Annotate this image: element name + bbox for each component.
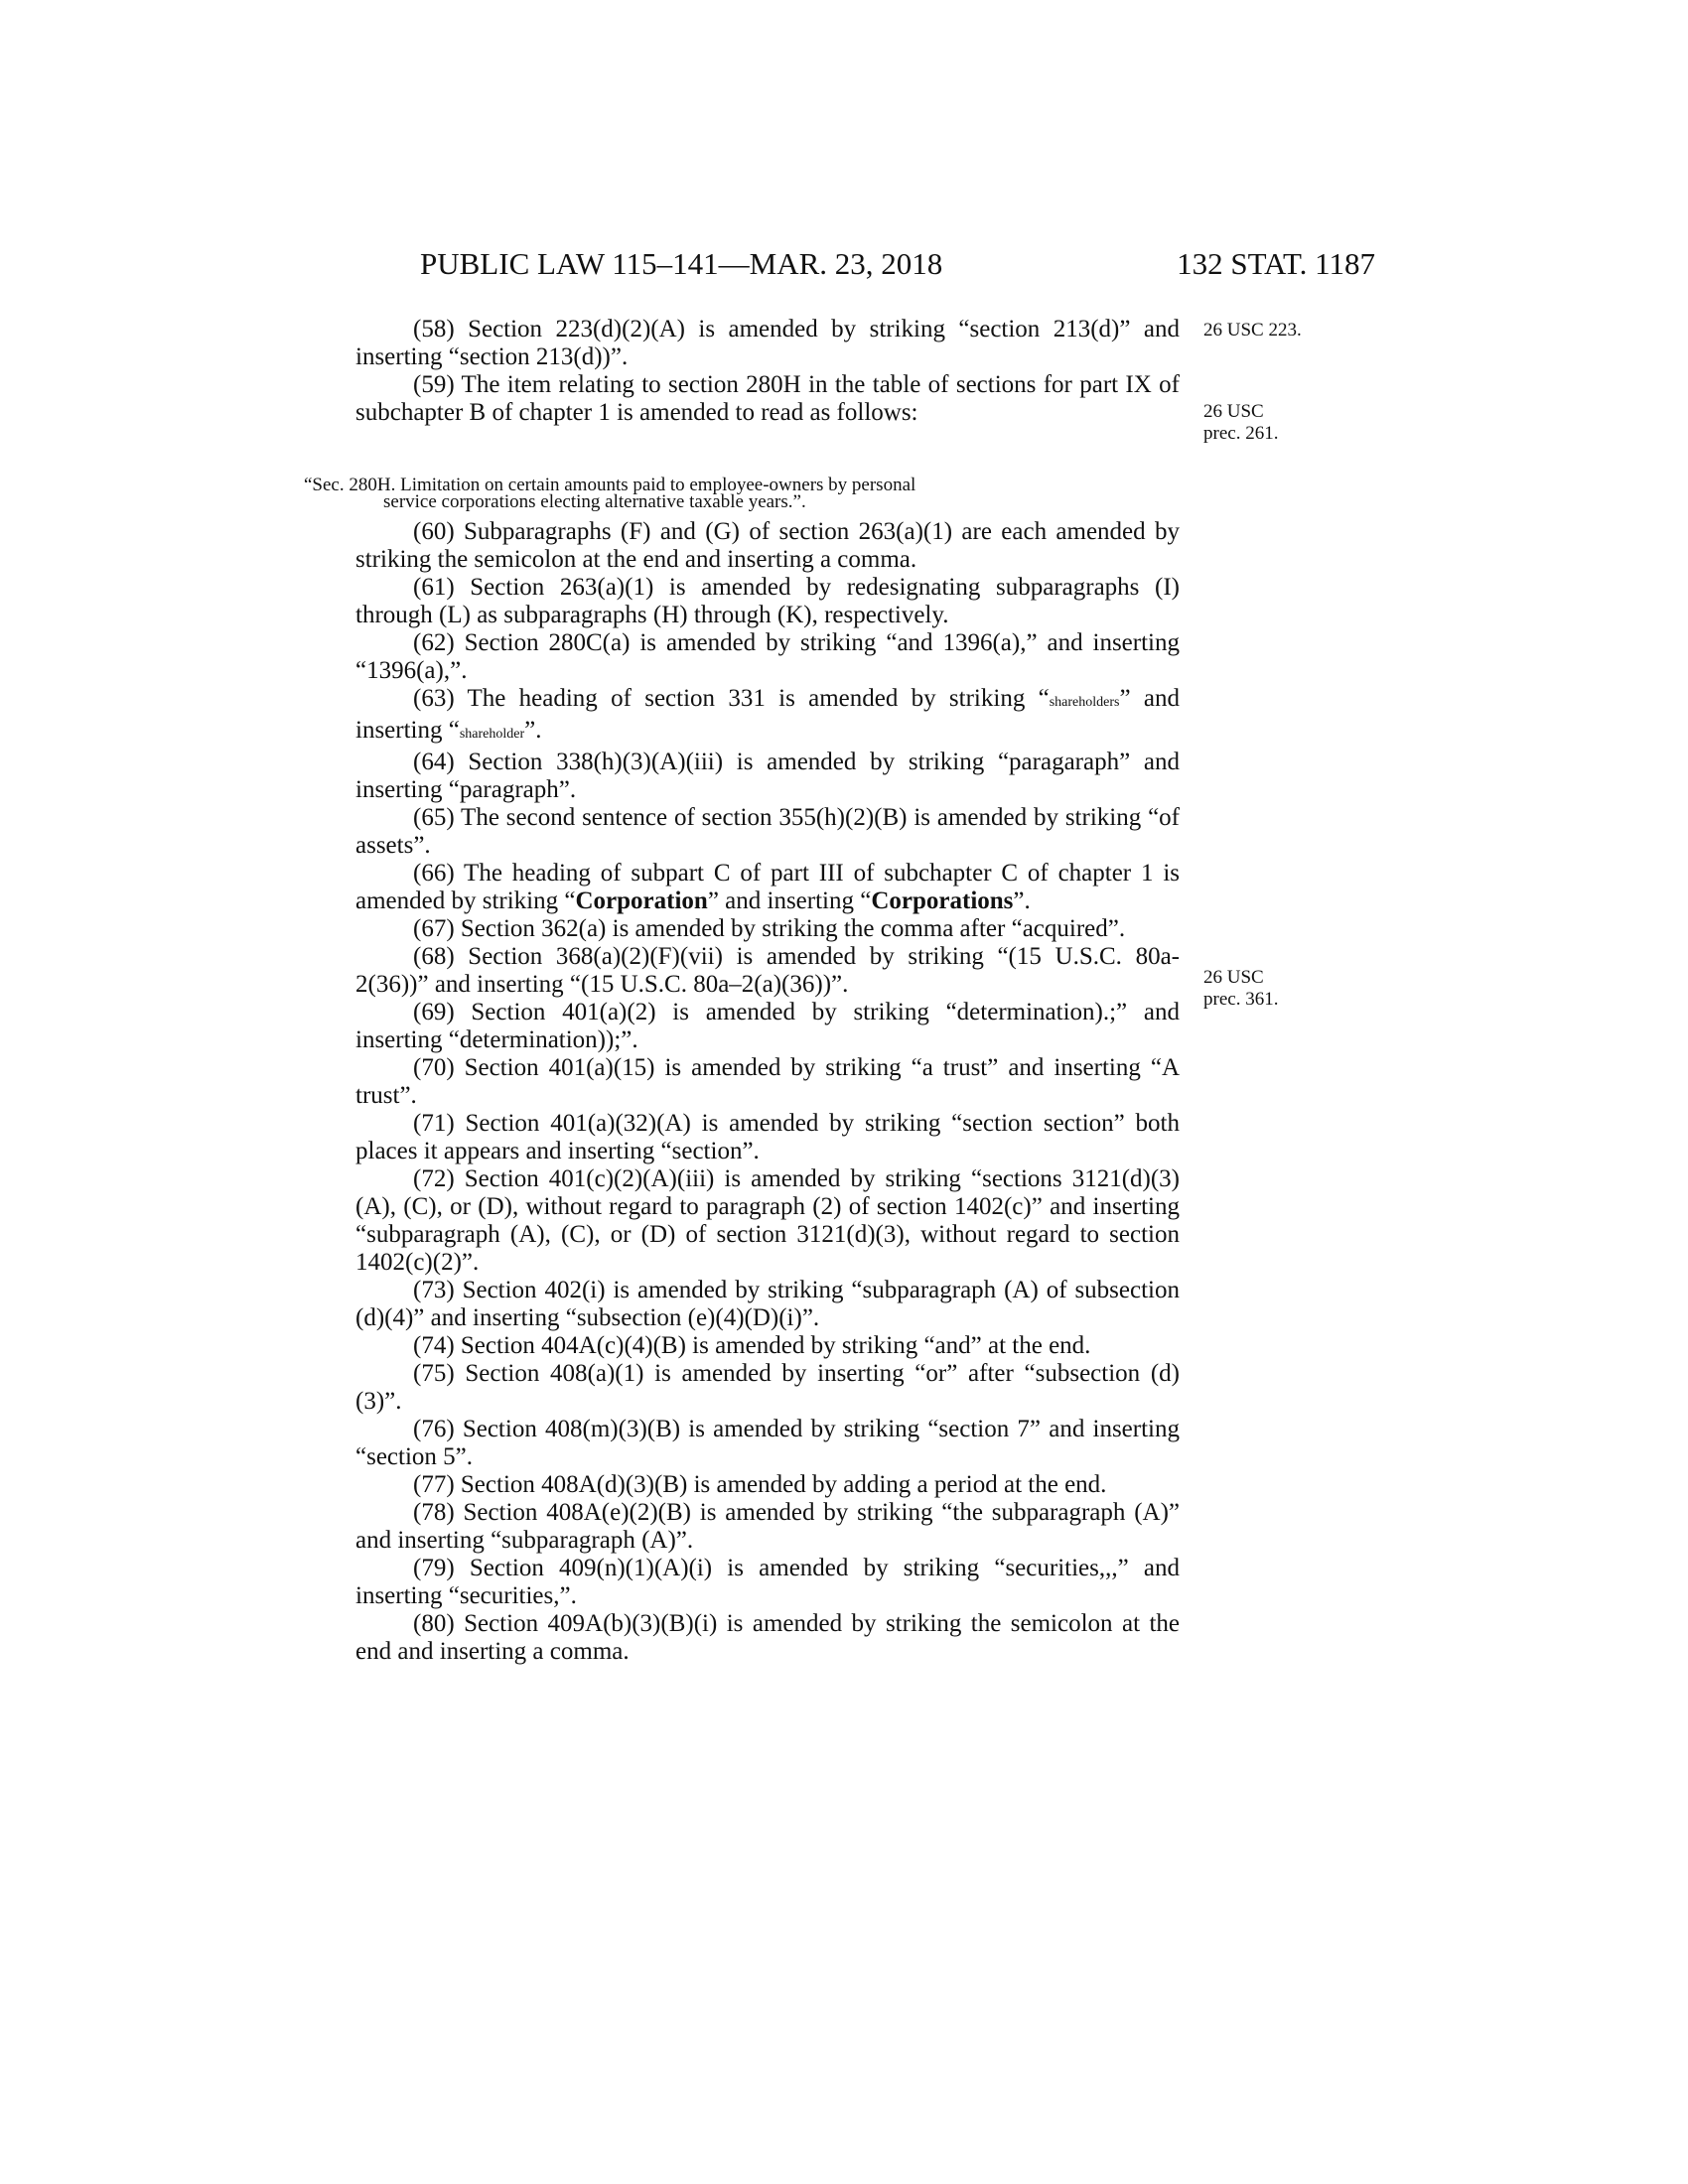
paragraph-60: (60) Subparagraphs (F) and (G) of section 263(a)(1) are each amended by striking the semicolon at the end and inserting a comma. <box>355 518 1180 573</box>
paragraph-73: (73) Section 402(i) is amended by striking “subparagraph (A) of subsection (d)(4)” and inserting “subsection (e)(4)(D)(i)”. <box>355 1277 1180 1331</box>
paragraph-63-text-2: ” and inserting “ <box>355 685 1180 744</box>
paragraph-67: (67) Section 362(a) is amended by striking the comma after “acquired”. <box>413 915 1126 942</box>
page-number: 132 STAT. 1187 <box>1177 246 1375 281</box>
paragraph-63-text: (63) The heading of section 331 is amended by striking “ <box>413 685 1050 712</box>
margin-note-usc-223: 26 USC 223. <box>1203 320 1302 341</box>
section-table-item-line1: “Sec. 280H. Limitation on certain amounts paid to employee-owners by personal <box>304 475 916 495</box>
paragraph-71: (71) Section 401(a)(32)(A) is amended by striking “section section” both places it appears and inserting “section”. <box>355 1110 1180 1164</box>
paragraph-68: (68) Section 368(a)(2)(F)(vii) is amended by striking “(15 U.S.C. 80a-2(36))” and inserting “(15 U.S.C. 80a–2(a)(36))”. <box>355 943 1180 998</box>
paragraph-62: (62) Section 280C(a) is amended by striking “and 1396(a),” and inserting “1396(a),”. <box>355 629 1180 684</box>
paragraph-61: (61) Section 263(a)(1) is amended by redesignating subparagraphs (I) through (L) as subparagraphs (H) through (K), respectively. <box>355 574 1180 628</box>
paragraph-66-text-3: ”. <box>1013 887 1031 914</box>
paragraph-76: (76) Section 408(m)(3)(B) is amended by striking “section 7” and inserting “section 5”. <box>355 1416 1180 1470</box>
paragraph-79: (79) Section 409(n)(1)(A)(i) is amended by striking “securities,,,” and inserting “securities,”. <box>355 1555 1180 1609</box>
paragraph-77: (77) Section 408A(d)(3)(B) is amended by adding a period at the end. <box>413 1471 1107 1498</box>
paragraph-63 <box>355 685 1180 749</box>
paragraph-59: (59) The item relating to section 280H in the table of sections for part IX of subchapter B of chapter 1 is amended to read as follows: <box>355 371 1180 426</box>
page-header <box>420 246 1375 286</box>
paragraph-66 <box>355 860 1180 915</box>
paragraph-66-struck-heading: Corporation <box>575 887 708 914</box>
paragraph-66-text: (66) The heading of subpart C of part III of subchapter C of chapter 1 is amended by striking “ <box>355 860 1180 914</box>
margin-note-usc-prec-361: 26 USC prec. 361. <box>1203 967 1279 1010</box>
paragraph-64: (64) Section 338(h)(3)(A)(iii) is amended by striking “paragaraph” and inserting “paragraph”. <box>355 749 1180 803</box>
paragraph-75: (75) Section 408(a)(1) is amended by inserting “or” after “subsection (d)(3)”. <box>355 1360 1180 1415</box>
margin-note-usc-prec-261: 26 USC prec. 261. <box>1203 401 1279 444</box>
paragraph-69: (69) Section 401(a)(2) is amended by striking “determination).;” and inserting “determination));”. <box>355 999 1180 1053</box>
paragraph-70: (70) Section 401(a)(15) is amended by striking “a trust” and inserting “A trust”. <box>355 1054 1180 1109</box>
paragraph-66-inserted-heading: Corporations <box>871 887 1014 914</box>
paragraph-66-text-2: ” and inserting “ <box>707 887 872 914</box>
section-table-item-line2: service corporations electing alternative taxable years.”. <box>383 491 806 512</box>
running-head: PUBLIC LAW 115–141—MAR. 23, 2018 <box>420 246 943 281</box>
paragraph-63-struck-heading: shareholders <box>1049 695 1120 710</box>
paragraph-63-inserted-heading: shareholder <box>459 727 525 742</box>
section-table-item <box>304 477 1180 510</box>
paragraph-78: (78) Section 408A(e)(2)(B) is amended by striking “the subparagraph (A)” and inserting “subparagraph (A)”. <box>355 1499 1180 1554</box>
paragraph-74: (74) Section 404A(c)(4)(B) is amended by striking “and” at the end. <box>413 1332 1091 1359</box>
paragraph-58: (58) Section 223(d)(2)(A) is amended by striking “section 213(d)” and inserting “section 213(d))”. <box>355 316 1180 370</box>
paragraph-65: (65) The second sentence of section 355(h)(2)(B) is amended by striking “of assets”. <box>355 804 1180 859</box>
paragraph-63-text-3: ”. <box>524 717 542 744</box>
paragraph-72: (72) Section 401(c)(2)(A)(iii) is amended by striking “sections 3121(d)(3)(A), (C), or (D), without regard to paragraph (2) of section 1402(c)” and inserting “subparagraph (A), (C), or (D) of section 3121(d)(3), without regard to section 1402(c)(2)”. <box>355 1165 1180 1276</box>
paragraph-80: (80) Section 409A(b)(3)(B)(i) is amended by striking the semicolon at the end and inserting a comma. <box>355 1610 1180 1665</box>
document-body <box>304 316 1180 1666</box>
